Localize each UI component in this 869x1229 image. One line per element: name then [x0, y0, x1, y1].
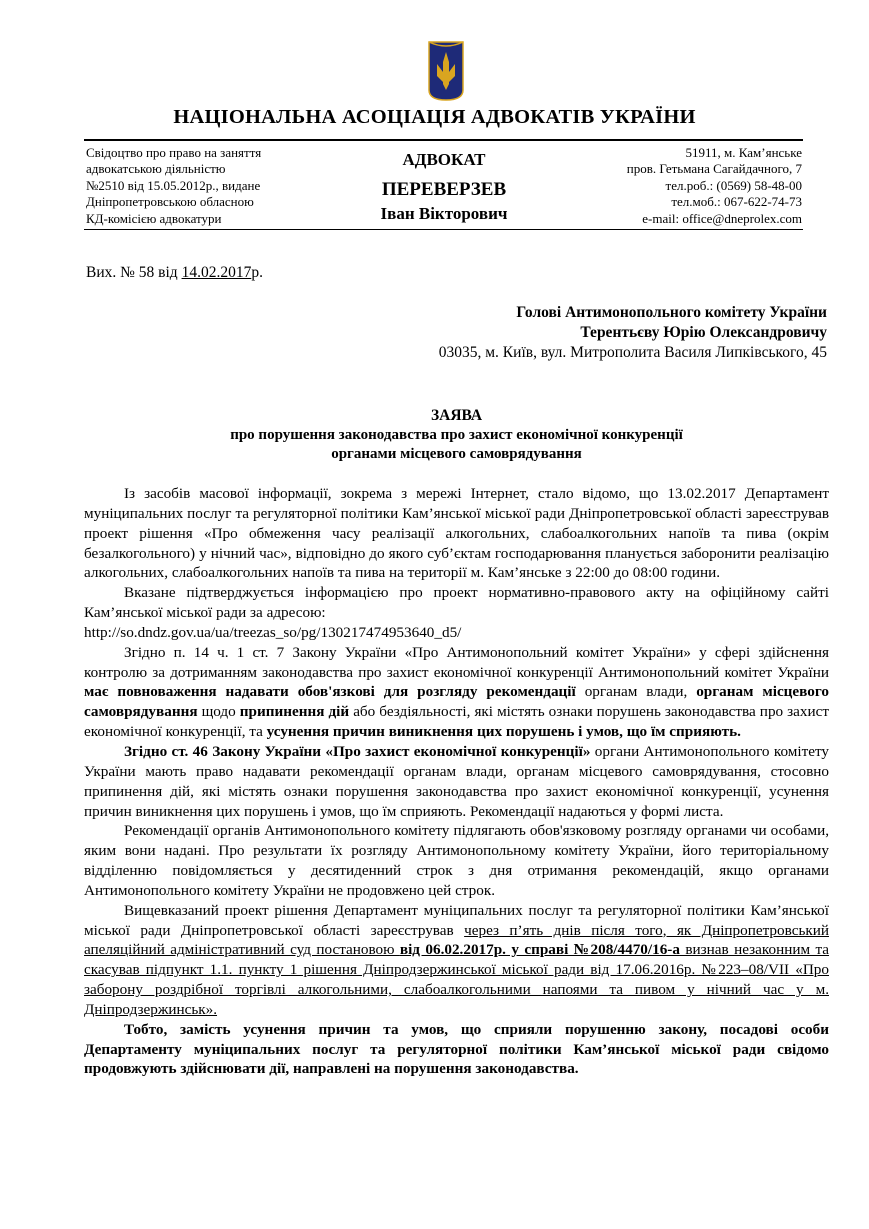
contact-email: e-mail: office@dneprolex.com — [642, 210, 802, 226]
contact-line: пров. Гетьмана Сагайдачного, 7 — [626, 161, 802, 177]
addressee-position: Голові Антимонопольного комітету України — [516, 304, 827, 321]
paragraph-recommendations: Рекомендації органів Антимонопольного комітету підлягають обов'язковому розгляду органами чи особами, яким вони надані. Про результати їх розгляду Антимонопольному комітету України, його територіальному відділенню повідомляється у десятиденний строк з дня отримання рекомендацій, якщо органами Антимонопольного комітету України не продовжено цей строк. — [84, 822, 829, 899]
lawyer-surname: ПЕРЕВЕРЗЕВ — [381, 179, 507, 200]
addressee-name: Терентьєву Юрію Олександровичу — [580, 324, 827, 341]
contact-line: тел.моб.: 067-622-74-73 — [671, 194, 802, 210]
paragraph-article-46: Згідно ст. 46 Закону України «Про захист економічної конкуренції» органи Антимонопольного комітету України мають право надавати рекомендації органам влади, органам місцевого самоврядування, стосовно припинення дій, які містять ознаки порушення законодавства про захист економічної конкуренції, усунення причин виникнення цих порушень і умов, що їм сприяють. Рекомендації надаються у формі листа. — [84, 742, 829, 820]
addressee-block — [307, 303, 827, 363]
license-block — [86, 145, 326, 227]
addressee-address: 03035, м. Київ, вул. Митрополита Василя Липківського, 45 — [438, 344, 827, 361]
outgoing-prefix: Вих. № 58 від — [86, 264, 182, 281]
source-url: http://so.dndz.gov.ua/ua/treezas_so/pg/130217474953640_d5/ — [84, 623, 462, 641]
document-subtitle-line-1: про порушення законодавства про захист економічної конкуренції — [230, 427, 683, 443]
paragraph-conclusion: Тобто, замість усунення причин та умов, що сприяли порушенню закону, посадові особи Департаменту муніципальних послуг та регуляторної політики Кам’янської міської ради свідомо продовжують здійснювати дії, направлені на порушення законодавства. — [84, 1020, 829, 1078]
organization-name: НАЦІОНАЛЬНА АСОЦІАЦІЯ АДВОКАТІВ УКРАЇНИ — [173, 106, 696, 128]
contact-line: тел.роб.: (0569) 58-48-00 — [665, 177, 802, 193]
outgoing-date: 14.02.2017 — [181, 264, 252, 281]
header-divider-top — [84, 139, 803, 141]
paragraph-official-site: Вказане підтверджується інформацією про проект нормативно-правового акту на офіційному сайті Кам’янської міської ради за адресою: — [84, 584, 829, 622]
header-divider-bottom — [84, 229, 803, 230]
paragraph-media-report: Із засобів масової інформації, зокрема з мережі Інтернет, стало відомо, що 13.02.2017 Департамент муніципальних послуг та регуляторної політики Кам’янської міської ради Дніпропетровської області зареєстрував проект рішення «Про обмеження часу реалізації алкогольних, слабоалкогольних напоїв та пива (окрім безалкогольного) у нічний час», відповідно до якого суб’єктам господарювання планується заборонити реалізацію алкогольних, слабоалкогольних напоїв та пива на території м. Кам’янське з 22:00 до 08:00 години. — [84, 485, 829, 582]
license-line: адвокатською діяльністю — [86, 161, 226, 177]
outgoing-suffix: р. — [251, 264, 263, 281]
contacts-block — [542, 145, 802, 227]
outgoing-number — [86, 264, 263, 282]
paragraph-amcu-powers: Згідно п. 14 ч. 1 ст. 7 Закону України «Про Антимонопольний комітет України» у сфері здійснення контролю за дотриманням законодавства про захист економічної конкуренції Антимонопольний комітет України має повноваження надавати обов'язкові для розгляду рекомендації органам влади, органам місцевого самоврядування щодо припинення дій або бездіяльності, які містять ознаки порушень законодавства про захист економічної конкуренції, та усунення причин виникнення цих порушень і умов, що їм сприяють. — [84, 643, 830, 741]
license-line: №2510 від 15.05.2012р., видане — [86, 177, 261, 193]
paragraph-court-decision: Вищевказаний проект рішення Департамент муніципальних послуг та регуляторної політики Кам’янської міської ради Дніпропетровської області зареєстрував через п’ять днів після того, як Дніпропетровський апеляційний адміністративний суд постановою від 06.02.2017р. у справі №208/4470/16-а визнав незаконним та скасував підпункт 1.1. пункту 1 рішення Дніпродзержинської міської ради від 17.06.2016р. №223–08/VII «Про заборону роздрібної торгівлі алкогольними, слабоалкогольними напоями та пивом у нічний час у м. Дніпродзержинськ». — [84, 901, 830, 1018]
association-logo-icon — [425, 40, 467, 102]
license-line: КД-комісією адвокатури — [86, 210, 222, 226]
license-line: Свідоцтво про право на заняття — [86, 145, 262, 160]
document-subtitle-line-2: органами місцевого самоврядування — [331, 446, 582, 462]
lawyer-given-names: Іван Вікторович — [380, 204, 508, 223]
license-line: Дніпропетровською обласною — [86, 194, 254, 210]
contact-line: 51911, м. Кам’янське — [685, 145, 802, 160]
document-title: ЗАЯВА — [430, 407, 483, 424]
role-title: АДВОКАТ — [402, 150, 486, 169]
document-body — [84, 484, 829, 1079]
